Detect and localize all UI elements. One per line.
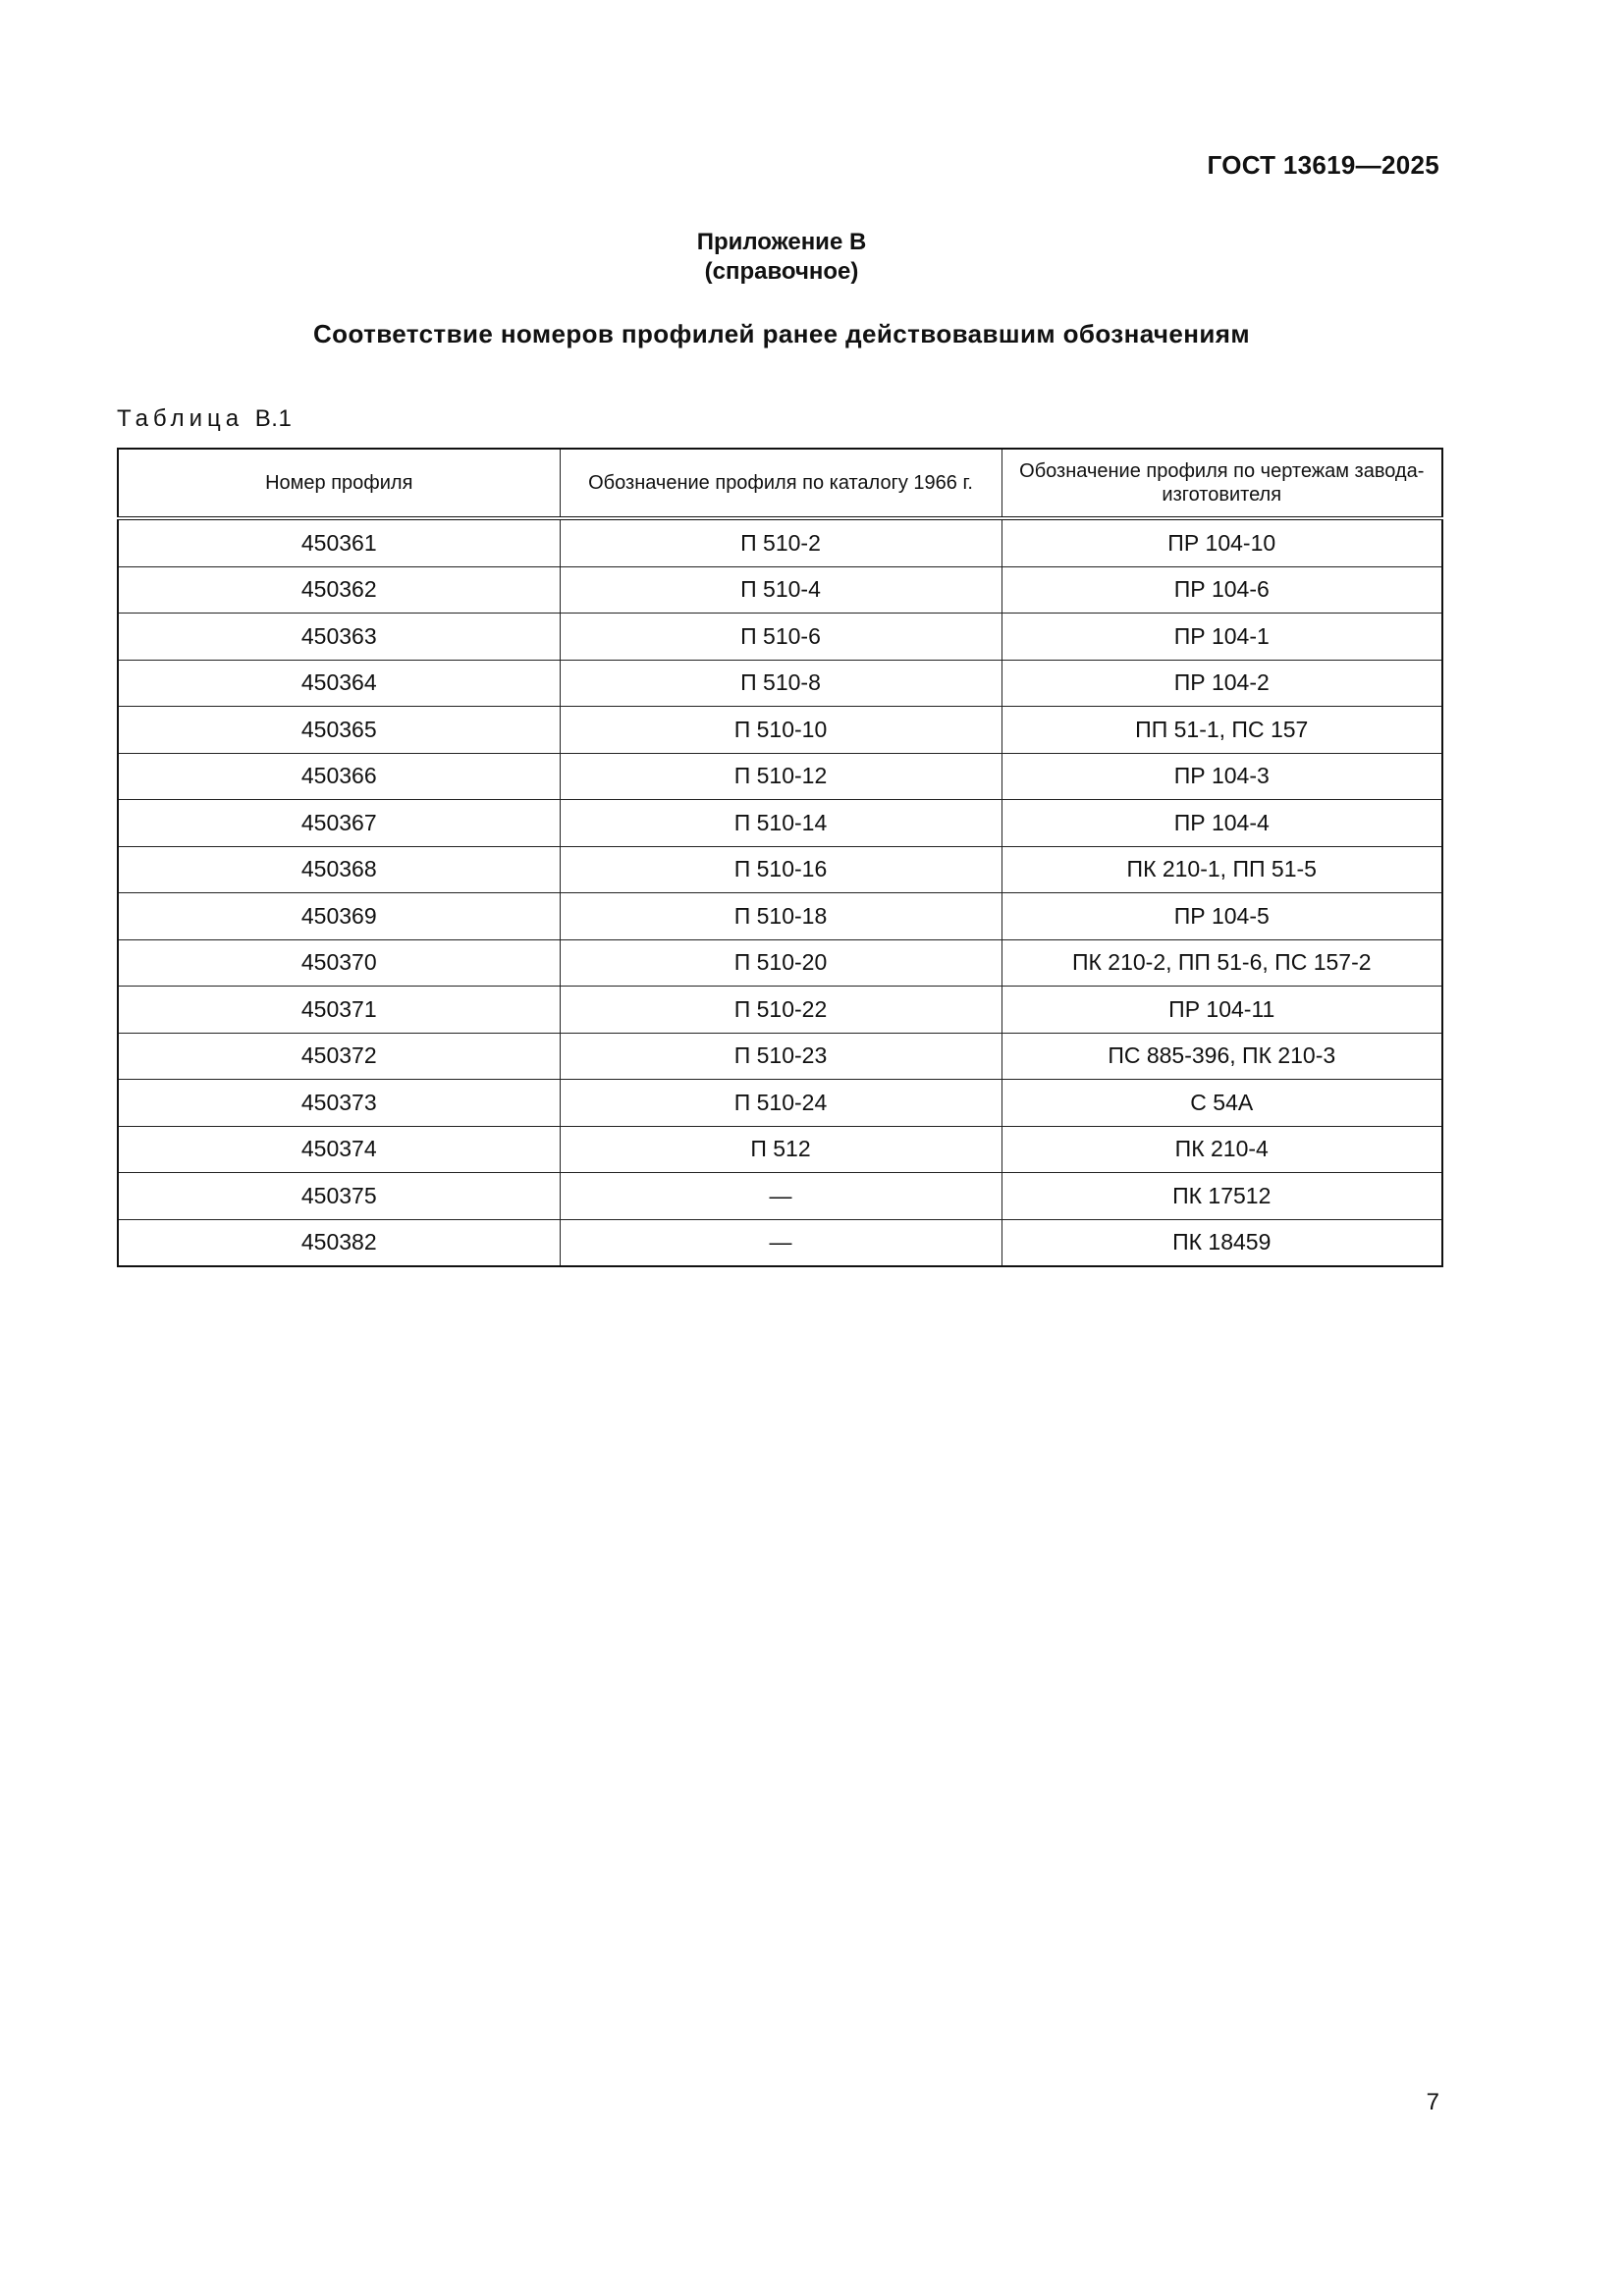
cell-manufacturer-designation: ПР 104-11 [1001,987,1442,1034]
appendix-subtitle: (справочное) [704,258,859,285]
table-row [118,566,1442,614]
cell-catalog-designation: — [560,1173,1001,1220]
table-row [118,660,1442,707]
cell-profile-number: 450365 [118,707,560,754]
cell-profile-number: 450374 [118,1126,560,1173]
cell-catalog-designation: П 510-16 [560,846,1001,893]
cell-catalog-designation: П 510-18 [560,893,1001,940]
cell-profile-number: 450370 [118,939,560,987]
table-row [118,939,1442,987]
cell-profile-number: 450367 [118,800,560,847]
cell-catalog-designation: П 510-14 [560,800,1001,847]
column-header-profile-number: Номер профиля [118,449,560,518]
profile-correspondence-table [117,448,1443,1267]
appendix-heading [0,228,1563,287]
table-row [118,846,1442,893]
cell-manufacturer-designation: ПР 104-10 [1001,518,1442,566]
cell-manufacturer-designation: ПК 17512 [1001,1173,1442,1220]
cell-profile-number: 450373 [118,1080,560,1127]
cell-profile-number: 450364 [118,660,560,707]
cell-catalog-designation: П 512 [560,1126,1001,1173]
table-row [118,987,1442,1034]
cell-manufacturer-designation: ПС 885-396, ПК 210-3 [1001,1033,1442,1080]
document-code: ГОСТ 13619—2025 [1207,150,1439,180]
appendix-title: Приложение В [696,229,867,255]
table-caption [117,405,292,433]
table-caption-label: Таблица [117,405,244,432]
cell-manufacturer-designation: ПК 210-4 [1001,1126,1442,1173]
table-row [118,1080,1442,1127]
cell-profile-number: 450363 [118,614,560,661]
section-title: Соответствие номеров профилей ранее действовавшим обозначениям [313,319,1250,348]
table-header-row [118,449,1442,518]
cell-catalog-designation: П 510-8 [560,660,1001,707]
table-row [118,707,1442,754]
cell-profile-number: 450371 [118,987,560,1034]
cell-catalog-designation: П 510-20 [560,939,1001,987]
cell-profile-number: 450366 [118,753,560,800]
table-row [118,800,1442,847]
table-row [118,1173,1442,1220]
cell-profile-number: 450362 [118,566,560,614]
cell-profile-number: 450375 [118,1173,560,1220]
column-header-catalog-1966: Обозначение профиля по каталогу 1966 г. [560,449,1001,518]
table-row [118,1219,1442,1266]
page-number: 7 [1426,2089,1439,2115]
cell-catalog-designation: П 510-6 [560,614,1001,661]
cell-profile-number: 450369 [118,893,560,940]
table-row [118,1033,1442,1080]
cell-catalog-designation: П 510-23 [560,1033,1001,1080]
table-row [118,1126,1442,1173]
table-row [118,893,1442,940]
table-caption-number: В.1 [254,405,293,432]
cell-profile-number: 450368 [118,846,560,893]
cell-manufacturer-designation: ПР 104-2 [1001,660,1442,707]
cell-profile-number: 450372 [118,1033,560,1080]
column-header-manufacturer-drawings: Обозначение профиля по чертежам завода-изготовителя [1001,449,1442,518]
cell-manufacturer-designation: ПР 104-5 [1001,893,1442,940]
cell-profile-number: 450361 [118,518,560,566]
cell-manufacturer-designation: ПР 104-4 [1001,800,1442,847]
cell-catalog-designation: П 510-24 [560,1080,1001,1127]
cell-catalog-designation: П 510-12 [560,753,1001,800]
cell-manufacturer-designation: ПР 104-1 [1001,614,1442,661]
cell-catalog-designation: П 510-2 [560,518,1001,566]
cell-catalog-designation: П 510-4 [560,566,1001,614]
table-row [118,614,1442,661]
cell-manufacturer-designation: ПР 104-6 [1001,566,1442,614]
cell-manufacturer-designation: ПП 51-1, ПС 157 [1001,707,1442,754]
cell-manufacturer-designation: ПК 210-1, ПП 51-5 [1001,846,1442,893]
cell-profile-number: 450382 [118,1219,560,1266]
cell-catalog-designation: П 510-22 [560,987,1001,1034]
table-row [118,518,1442,566]
cell-catalog-designation: — [560,1219,1001,1266]
table-row [118,753,1442,800]
cell-manufacturer-designation: ПК 18459 [1001,1219,1442,1266]
cell-catalog-designation: П 510-10 [560,707,1001,754]
cell-manufacturer-designation: ПК 210-2, ПП 51-6, ПС 157-2 [1001,939,1442,987]
cell-manufacturer-designation: С 54А [1001,1080,1442,1127]
cell-manufacturer-designation: ПР 104-3 [1001,753,1442,800]
